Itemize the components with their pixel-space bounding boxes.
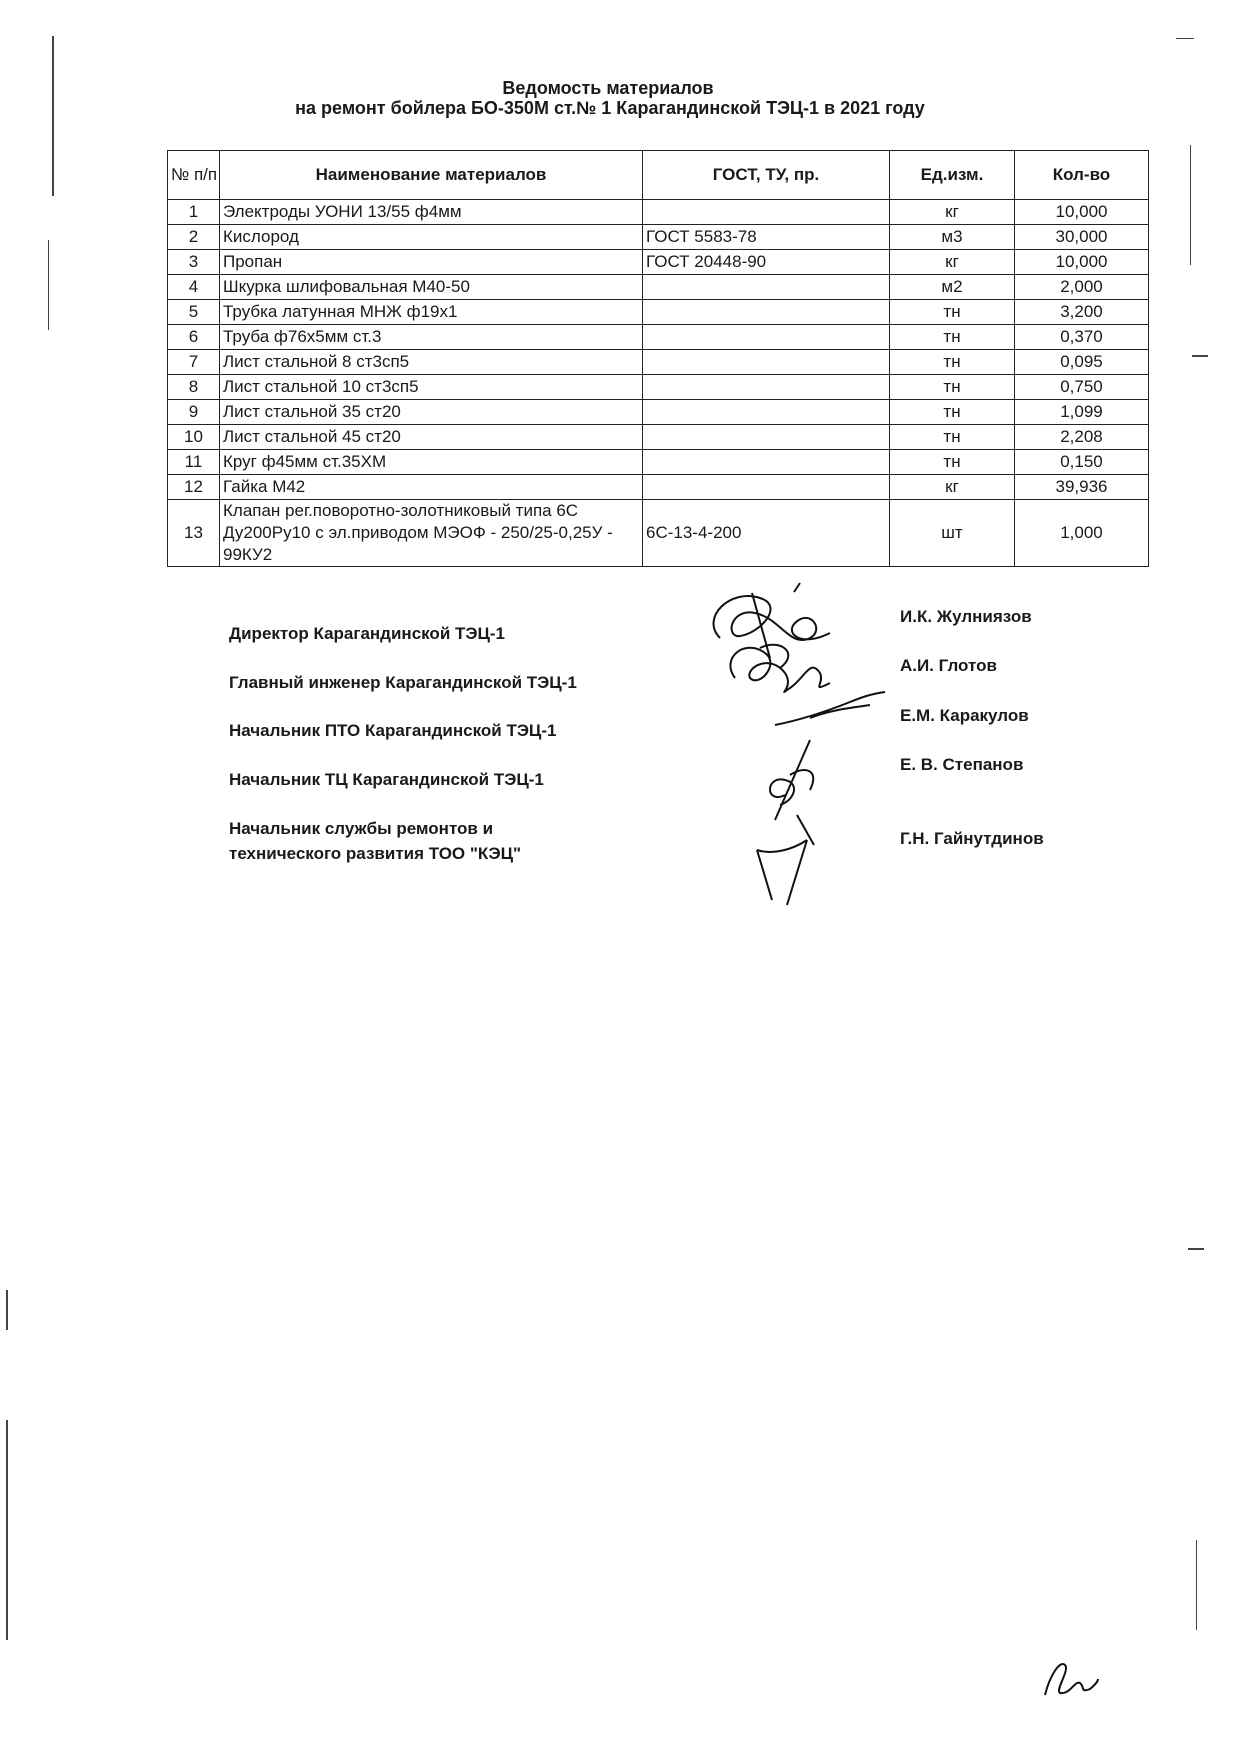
row-num: 13 bbox=[168, 500, 220, 567]
row-gost bbox=[643, 475, 890, 500]
row-gost bbox=[643, 425, 890, 450]
row-unit: кг bbox=[890, 475, 1015, 500]
row-num: 7 bbox=[168, 350, 220, 375]
signature-footer-initial bbox=[1040, 1655, 1100, 1700]
table-row bbox=[168, 250, 1149, 275]
document-subtitle: на ремонт бойлера БО-350М ст.№ 1 Карагандинской ТЭЦ-1 в 2021 году bbox=[295, 98, 925, 118]
row-name: Лист стальной 45 ст20 bbox=[220, 425, 643, 450]
row-unit: м3 bbox=[890, 225, 1015, 250]
row-gost bbox=[643, 300, 890, 325]
row-gost bbox=[643, 325, 890, 350]
row-name: Кислород bbox=[220, 225, 643, 250]
row-gost bbox=[643, 200, 890, 225]
row-name: Лист стальной 10 ст3сп5 bbox=[220, 375, 643, 400]
row-num: 3 bbox=[168, 250, 220, 275]
row-qty: 0,150 bbox=[1015, 450, 1149, 475]
row-unit: тн bbox=[890, 400, 1015, 425]
row-name: Гайка М42 bbox=[220, 475, 643, 500]
row-name: Пропан bbox=[220, 250, 643, 275]
signatory-position-line1: Начальник службы ремонтов и bbox=[229, 819, 494, 838]
table-row bbox=[168, 300, 1149, 325]
header-qty: Кол-во bbox=[1015, 151, 1149, 200]
row-num: 12 bbox=[168, 475, 220, 500]
signatory-name-chief-engineer: А.И. Глотов bbox=[900, 656, 997, 675]
header-gost: ГОСТ, ТУ, пр. bbox=[643, 151, 890, 200]
signatory-name-tc-head: Е. В. Степанов bbox=[900, 755, 1024, 774]
row-qty: 30,000 bbox=[1015, 225, 1149, 250]
row-unit: тн bbox=[890, 375, 1015, 400]
table-row bbox=[168, 325, 1149, 350]
signatory-position-repairs-head bbox=[229, 816, 521, 866]
row-num: 2 bbox=[168, 225, 220, 250]
scan-artifact bbox=[6, 1420, 8, 1640]
signature-repairs-head bbox=[752, 810, 822, 910]
table-row bbox=[168, 225, 1149, 250]
row-qty: 3,200 bbox=[1015, 300, 1149, 325]
scan-artifact bbox=[1190, 145, 1191, 265]
signatory-name-pto-head: Е.М. Каракулов bbox=[900, 706, 1029, 725]
row-unit: шт bbox=[890, 500, 1015, 567]
row-name: Лист стальной 8 ст3сп5 bbox=[220, 350, 643, 375]
table-row bbox=[168, 450, 1149, 475]
table-row bbox=[168, 500, 1149, 567]
row-gost bbox=[643, 350, 890, 375]
row-gost bbox=[643, 400, 890, 425]
row-unit: тн bbox=[890, 425, 1015, 450]
row-num: 8 bbox=[168, 375, 220, 400]
row-qty: 10,000 bbox=[1015, 250, 1149, 275]
row-num: 11 bbox=[168, 450, 220, 475]
row-gost bbox=[643, 375, 890, 400]
signatory-position-pto-head: Начальник ПТО Карагандинской ТЭЦ-1 bbox=[229, 721, 557, 740]
row-qty: 2,000 bbox=[1015, 275, 1149, 300]
signatory-name-repairs-head: Г.Н. Гайнутдинов bbox=[900, 829, 1044, 848]
row-num: 5 bbox=[168, 300, 220, 325]
table-row bbox=[168, 200, 1149, 225]
row-unit: тн bbox=[890, 450, 1015, 475]
scan-artifact bbox=[48, 240, 49, 330]
row-unit: тн bbox=[890, 325, 1015, 350]
row-name: Труба ф76х5мм ст.3 bbox=[220, 325, 643, 350]
signatory-position-line2: технического развития ТОО "КЭЦ" bbox=[229, 844, 522, 863]
row-qty: 0,370 bbox=[1015, 325, 1149, 350]
signatory-position-director: Директор Карагандинской ТЭЦ-1 bbox=[229, 624, 506, 643]
table-row bbox=[168, 350, 1149, 375]
table-header-row bbox=[168, 151, 1149, 200]
header-unit: Ед.изм. bbox=[890, 151, 1015, 200]
row-name: Шкурка шлифовальная М40-50 bbox=[220, 275, 643, 300]
row-unit: тн bbox=[890, 350, 1015, 375]
materials-table bbox=[167, 150, 1149, 567]
scan-artifact bbox=[1176, 38, 1194, 39]
row-num: 10 bbox=[168, 425, 220, 450]
row-gost bbox=[643, 275, 890, 300]
row-qty: 1,000 bbox=[1015, 500, 1149, 567]
row-num: 9 bbox=[168, 400, 220, 425]
row-name: Трубка латунная МНЖ ф19х1 bbox=[220, 300, 643, 325]
row-gost: 6С-13-4-200 bbox=[643, 500, 890, 567]
document-title: Ведомость материалов bbox=[502, 78, 714, 98]
row-unit: тн bbox=[890, 300, 1015, 325]
signatory-position-tc-head: Начальник ТЦ Карагандинской ТЭЦ-1 bbox=[229, 770, 544, 789]
row-unit: кг bbox=[890, 200, 1015, 225]
row-qty: 39,936 bbox=[1015, 475, 1149, 500]
table-row bbox=[168, 475, 1149, 500]
row-name: Лист стальной 35 ст20 bbox=[220, 400, 643, 425]
signature-pto-head bbox=[770, 690, 890, 730]
row-name: Электроды УОНИ 13/55 ф4мм bbox=[220, 200, 643, 225]
row-gost bbox=[643, 450, 890, 475]
row-qty: 2,208 bbox=[1015, 425, 1149, 450]
header-name: Наименование материалов bbox=[220, 151, 643, 200]
row-name: Круг ф45мм ст.35ХМ bbox=[220, 450, 643, 475]
row-num: 6 bbox=[168, 325, 220, 350]
signatory-position-chief-engineer: Главный инженер Карагандинской ТЭЦ-1 bbox=[229, 673, 577, 692]
scan-artifact bbox=[1196, 1540, 1197, 1630]
row-qty: 0,095 bbox=[1015, 350, 1149, 375]
scan-artifact bbox=[6, 1290, 8, 1330]
row-qty: 1,099 bbox=[1015, 400, 1149, 425]
table-row bbox=[168, 400, 1149, 425]
header-num: № п/п bbox=[168, 151, 220, 200]
row-unit: м2 bbox=[890, 275, 1015, 300]
table-row bbox=[168, 275, 1149, 300]
row-num: 4 bbox=[168, 275, 220, 300]
table-row bbox=[168, 425, 1149, 450]
table-row bbox=[168, 375, 1149, 400]
scan-artifact bbox=[1192, 355, 1208, 357]
row-qty: 10,000 bbox=[1015, 200, 1149, 225]
row-unit: кг bbox=[890, 250, 1015, 275]
row-gost: ГОСТ 5583-78 bbox=[643, 225, 890, 250]
row-num: 1 bbox=[168, 200, 220, 225]
row-gost: ГОСТ 20448-90 bbox=[643, 250, 890, 275]
row-qty: 0,750 bbox=[1015, 375, 1149, 400]
signatory-name-director: И.К. Жулниязов bbox=[900, 607, 1032, 626]
scan-artifact bbox=[1188, 1248, 1204, 1250]
row-name: Клапан рег.поворотно-золотниковый типа 6С Ду200Ру10 с эл.приводом МЭОФ - 250/25-0,25У - 99КУ2 bbox=[220, 500, 643, 567]
